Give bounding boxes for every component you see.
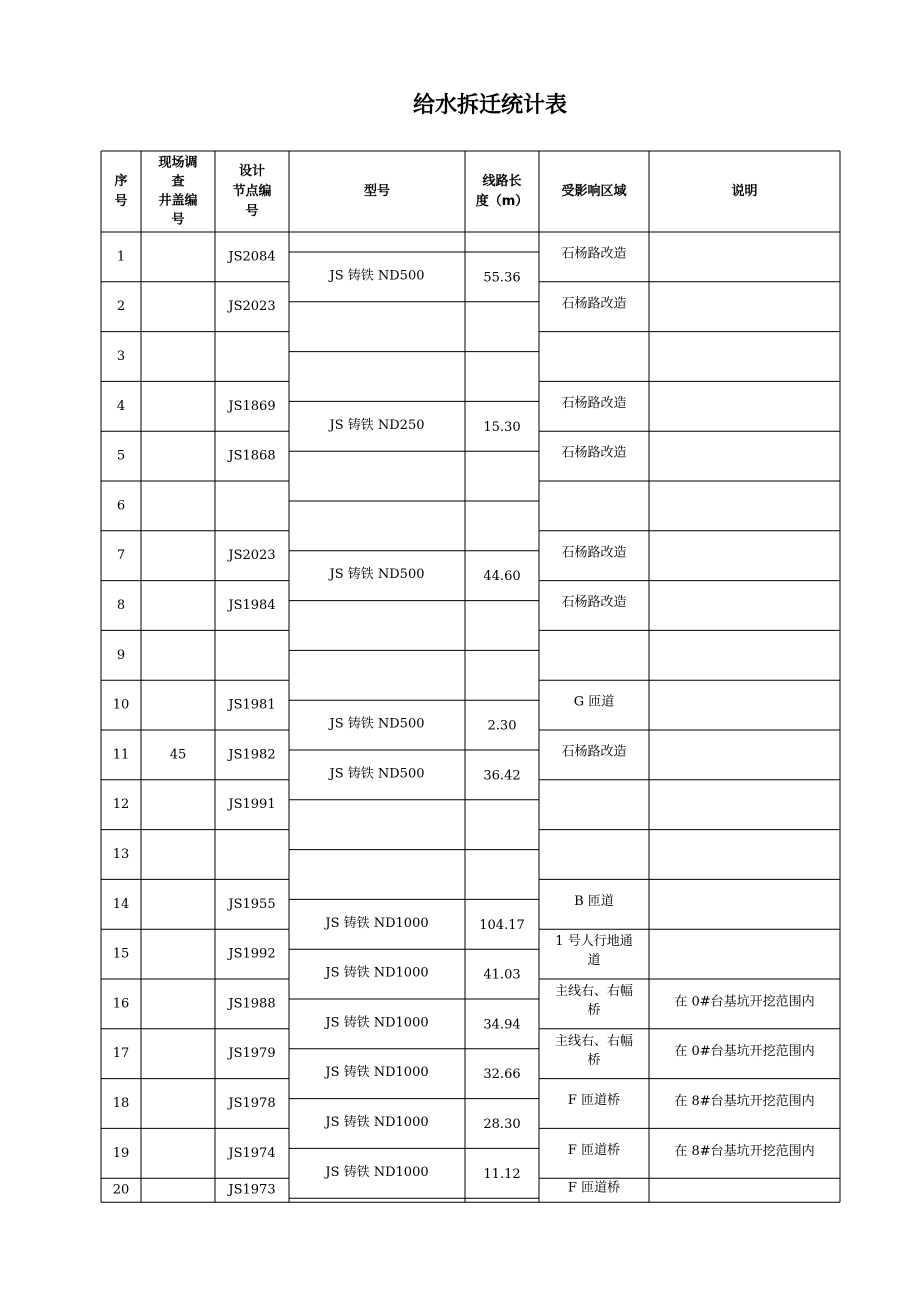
pipe-model: JS 铸铁 ND1000 [325, 915, 429, 931]
row-seq: 16 [112, 996, 130, 1012]
row-seq: 14 [112, 896, 130, 912]
row-design-node-no: JS1979 [228, 1046, 276, 1062]
pipe-model: JS 铸铁 ND1000 [325, 965, 429, 981]
pipe-model: JS 铸铁 ND250 [329, 417, 425, 433]
row-design-node-no: JS1992 [228, 946, 276, 962]
row-affected-area: B 匝道 [574, 893, 614, 909]
row-affected-area: 1 号人行地通 [555, 934, 633, 950]
row-seq: 10 [112, 697, 130, 713]
header-model: 型号 [363, 184, 391, 199]
pipe-model: JS 铸铁 ND1000 [325, 1115, 429, 1130]
header-survey-cover-no: 井盖编 [158, 193, 198, 209]
row-note: 在 0#台基坑开挖范围内 [674, 994, 815, 1010]
pipe-length: 32.66 [483, 1067, 521, 1083]
pipe-model: JS 铸铁 ND500 [329, 567, 425, 583]
row-affected-area: 桥 [587, 1003, 601, 1018]
pipe-length: 11.12 [483, 1166, 521, 1182]
row-seq: 11 [112, 747, 130, 763]
row-affected-area: 石杨路改造 [561, 744, 627, 760]
row-design-node-no: JS1984 [228, 598, 276, 613]
row-design-node-no: JS1991 [228, 797, 276, 813]
row-design-node-no: JS1982 [228, 747, 276, 763]
row-design-node-no: JS1988 [228, 996, 276, 1012]
header-survey-cover-no: 号 [171, 212, 185, 228]
row-affected-area: 道 [587, 953, 601, 969]
row-affected-area: 石杨路改造 [561, 445, 627, 461]
row-affected-area: 石杨路改造 [561, 296, 627, 312]
row-affected-area: 桥 [587, 1052, 601, 1068]
pipe-length: 2.30 [487, 718, 517, 734]
pipe-model: JS 铸铁 ND1000 [325, 1015, 429, 1031]
row-seq: 13 [112, 847, 130, 862]
header-survey-cover-no: 现场调 [158, 155, 198, 171]
row-design-node-no: JS1973 [228, 1182, 276, 1198]
row-affected-area: G 匝道 [573, 694, 615, 710]
pipe-model: JS 铸铁 ND500 [329, 766, 425, 782]
header-note: 说明 [731, 184, 758, 199]
row-seq: 17 [112, 1046, 130, 1062]
row-seq: 9 [116, 647, 126, 663]
header-design-node-no: 号 [245, 204, 259, 219]
row-affected-area: 石杨路改造 [561, 395, 627, 411]
row-seq: 1 [116, 249, 126, 265]
pipe-length: 36.42 [483, 768, 521, 784]
row-seq: 18 [112, 1096, 130, 1111]
pipe-length: 44.60 [483, 569, 521, 585]
row-design-node-no: JS1981 [228, 697, 276, 713]
row-seq: 2 [116, 299, 126, 315]
header-seq: 号 [114, 194, 128, 209]
pipe-length: 15.30 [483, 419, 521, 435]
row-design-node-no: JS2023 [228, 299, 276, 315]
pipe-length: 41.03 [483, 967, 521, 983]
pipe-length: 28.30 [483, 1117, 521, 1132]
header-design-node-no: 节点编 [232, 184, 272, 199]
row-seq: 4 [116, 398, 126, 414]
pipe-length: 104.17 [479, 917, 525, 933]
header-design-node-no: 设计 [238, 164, 266, 179]
pipe-model: JS 铸铁 ND1000 [325, 1164, 429, 1180]
header-seq: 序 [114, 174, 128, 189]
row-affected-area: 主线右、右幅 [554, 984, 634, 999]
pipe-model: JS 铸铁 ND1000 [325, 1065, 429, 1081]
row-design-node-no: JS2023 [228, 548, 276, 564]
row-affected-area: F 匝道桥 [567, 1093, 621, 1109]
row-seq: 3 [116, 349, 126, 364]
row-seq: 20 [112, 1182, 130, 1198]
row-affected-area: F 匝道桥 [567, 1142, 621, 1158]
row-affected-area: 主线右、右幅 [554, 1033, 634, 1049]
row-affected-area: 石杨路改造 [561, 595, 627, 611]
row-seq: 5 [116, 448, 126, 464]
row-seq: 19 [112, 1145, 130, 1161]
row-seq: 12 [112, 797, 130, 813]
pipe-model: JS 铸铁 ND500 [329, 716, 425, 732]
row-seq: 7 [116, 548, 126, 564]
row-note: 在 8#台基坑开挖范围内 [674, 1094, 815, 1109]
row-affected-area: F 匝道桥 [567, 1180, 621, 1196]
header-affected-area: 受影响区域 [561, 184, 627, 199]
row-note: 在 0#台基坑开挖范围内 [674, 1044, 815, 1060]
row-seq: 6 [116, 498, 126, 514]
row-note: 在 8#台基坑开挖范围内 [674, 1143, 815, 1159]
row-affected-area: 石杨路改造 [561, 246, 627, 262]
row-design-node-no: JS2084 [228, 249, 276, 265]
row-design-node-no: JS1978 [228, 1096, 276, 1111]
header-survey-cover-no: 查 [171, 174, 185, 190]
row-design-node-no: JS1868 [228, 448, 276, 464]
header-line-length: 线路长 [482, 174, 522, 189]
row-affected-area: 石杨路改造 [561, 545, 627, 561]
page-title: 给水拆迁统计表 [412, 93, 567, 118]
pipe-model: JS 铸铁 ND500 [329, 268, 425, 284]
pipe-length: 55.36 [483, 270, 521, 286]
pipe-length: 34.94 [483, 1017, 521, 1033]
row-design-node-no: JS1955 [228, 896, 276, 912]
row-design-node-no: JS1869 [228, 398, 276, 414]
row-seq: 8 [116, 598, 126, 613]
row-seq: 15 [112, 946, 130, 962]
row-design-node-no: JS1974 [228, 1145, 276, 1161]
row-survey-cover-no: 45 [169, 747, 187, 763]
header-line-length: 度（m） [475, 194, 529, 209]
